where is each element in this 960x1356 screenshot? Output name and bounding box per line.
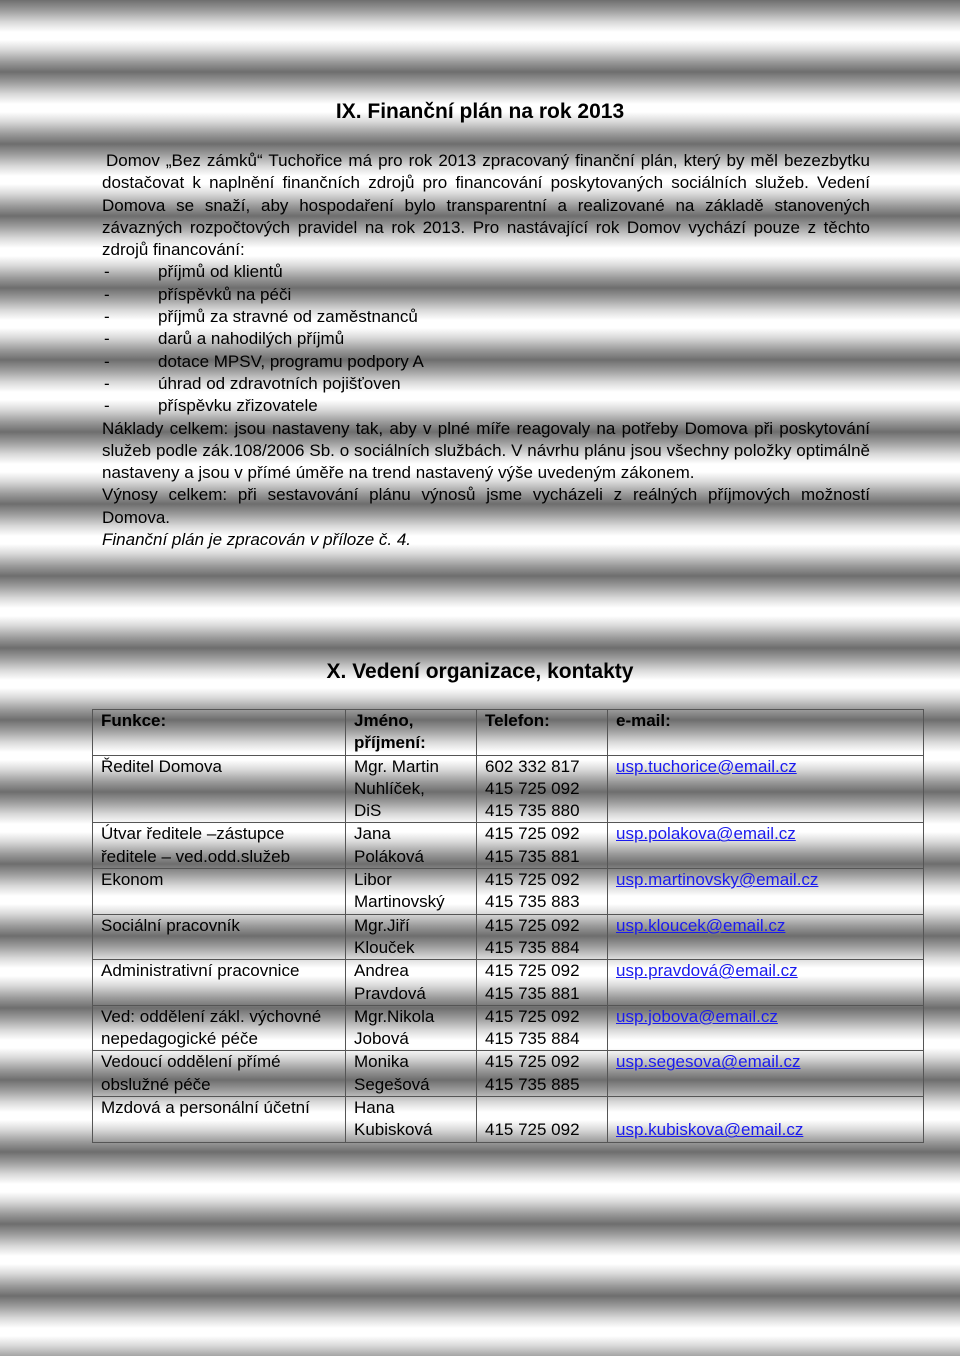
- name-cell: [346, 914, 477, 960]
- name-cell: [346, 869, 477, 915]
- funding-sources-list: [102, 261, 870, 417]
- name-line: DiS: [354, 801, 382, 821]
- list-item: - dotace MPSV, programu podpory A: [102, 351, 870, 373]
- role-cell: Ekonom: [93, 869, 346, 915]
- phone-line: 415 735 884: [485, 1029, 580, 1049]
- phone-line: 415 725 092: [485, 961, 580, 981]
- phone-cell: [477, 1051, 608, 1097]
- name-line: Libor: [354, 870, 392, 890]
- name-line: Poláková: [354, 846, 424, 866]
- name-line: Kubisková: [354, 1120, 433, 1140]
- name-line: Mgr.Jiří: [354, 915, 410, 935]
- table-row: [93, 869, 924, 915]
- email-link[interactable]: usp.tuchorice@email.cz: [608, 755, 924, 823]
- plan-note: Finanční plán je zpracován v příloze č. 4.: [102, 530, 411, 550]
- email-link[interactable]: usp.jobova@email.cz: [608, 1005, 924, 1051]
- phone-cell: [477, 914, 608, 960]
- list-item: - darů a nahodilých příjmů: [102, 328, 870, 350]
- name-line: Mgr.Nikola: [354, 1006, 435, 1026]
- name-line: Klouček: [354, 937, 415, 957]
- email-link[interactable]: usp.pravdová@email.cz: [608, 960, 924, 1006]
- role-cell: Mzdová a personální účetní: [93, 1097, 346, 1143]
- phone-cell: [477, 1097, 608, 1143]
- list-item: - příspěvku zřizovatele: [102, 395, 870, 417]
- phone-line: 415 725 092: [485, 915, 580, 935]
- role-cell: Ředitel Domova: [93, 755, 346, 823]
- section-title-contacts: X. Vedení organizace, kontakty: [326, 660, 634, 683]
- name-line: Segešová: [354, 1074, 430, 1094]
- table-row: [93, 1005, 924, 1051]
- header-name: Jméno, příjmení:: [346, 710, 477, 756]
- role-cell: Administrativní pracovnice: [93, 960, 346, 1006]
- phone-line: 415 735 883: [485, 892, 580, 912]
- intro-paragraph: Domov „Bez zámků“ Tuchořice má pro rok 2013 zpracovaný finanční plán, který by měl bezezbytku dostačovat k naplnění finančních zdrojů pro financování poskytovaných sociálních služeb. Vedení Domova se snaží, aby hospodaření bylo transparentní a realizované na základě stanovených závazných rozpočtových pravidel na rok 2013. Pro nastávající rok Domov vychází pouze z těchto zdrojů financování:: [102, 151, 870, 260]
- table-row: [93, 1051, 924, 1097]
- name-line: Jana: [354, 824, 391, 844]
- phone-cell: [477, 869, 608, 915]
- name-line: Hana: [354, 1098, 395, 1118]
- role-cell: Ved: oddělení zákl. výchovné nepedagogické péče: [93, 1005, 346, 1051]
- table-row: [93, 914, 924, 960]
- role-cell: Sociální pracovník: [93, 914, 346, 960]
- list-item: - příjmů za stravné od zaměstnanců: [102, 306, 870, 328]
- name-cell: [346, 755, 477, 823]
- phone-line: 415 735 880: [485, 801, 580, 821]
- phone-line: 602 332 817: [485, 756, 580, 776]
- role-cell: Útvar ředitele –zástupce ředitele – ved.odd.služeb: [93, 823, 346, 869]
- phone-cell: [477, 1005, 608, 1051]
- phone-line: 415 735 881: [485, 846, 580, 866]
- phone-line: 415 735 885: [485, 1074, 580, 1094]
- table-row: [93, 823, 924, 869]
- phone-cell: [477, 755, 608, 823]
- table-row: [93, 960, 924, 1006]
- email-link[interactable]: usp.kloucek@email.cz: [608, 914, 924, 960]
- name-cell: [346, 1051, 477, 1097]
- section-title-financial-plan: IX. Finanční plán na rok 2013: [335, 100, 625, 123]
- name-line: Nuhlíček,: [354, 778, 425, 798]
- name-line: Andrea: [354, 961, 409, 981]
- header-email: e-mail:: [608, 710, 924, 756]
- name-line: Jobová: [354, 1029, 409, 1049]
- list-item: - příjmů od klientů: [102, 261, 870, 283]
- name-line: Monika: [354, 1052, 409, 1072]
- phone-line: 415 735 884: [485, 937, 580, 957]
- table-row: [93, 1097, 924, 1143]
- phone-line: 415 725 092: [485, 870, 580, 890]
- revenues-paragraph: Výnosy celkem: při sestavování plánu výnosů jsme vycházeli z reálných příjmových možností Domova.: [102, 485, 870, 527]
- name-cell: [346, 823, 477, 869]
- phone-line: 415 725 092: [485, 778, 580, 798]
- email-link[interactable]: usp.polakova@email.cz: [608, 823, 924, 869]
- phone-line: 415 725 092: [485, 1052, 580, 1072]
- name-line: Mgr. Martin: [354, 756, 440, 776]
- phone-line: 415 735 881: [485, 983, 580, 1003]
- phone-line: 415 725 092: [485, 1006, 580, 1026]
- role-cell: Vedoucí oddělení přímé obslužné péče: [93, 1051, 346, 1097]
- phone-cell: [477, 960, 608, 1006]
- table-row: [93, 755, 924, 823]
- table-header-row: [93, 710, 924, 756]
- financial-plan-body: [102, 150, 870, 551]
- email-link[interactable]: usp.martinovsky@email.cz: [608, 869, 924, 915]
- list-item: - úhrad od zdravotních pojišťoven: [102, 373, 870, 395]
- name-cell: [346, 1005, 477, 1051]
- email-link[interactable]: usp.segesova@email.cz: [608, 1051, 924, 1097]
- phone-line: 415 725 092: [485, 824, 580, 844]
- name-cell: [346, 1097, 477, 1143]
- contacts-table: [92, 709, 924, 1143]
- phone-cell: [477, 823, 608, 869]
- name-cell: [346, 960, 477, 1006]
- phone-line: 415 725 092: [485, 1120, 580, 1140]
- name-line: Pravdová: [354, 983, 426, 1003]
- header-role: Funkce:: [93, 710, 346, 756]
- header-phone: Telefon:: [477, 710, 608, 756]
- email-link[interactable]: usp.kubiskova@email.cz: [608, 1097, 924, 1143]
- costs-paragraph: Náklady celkem: jsou nastaveny tak, aby v plné míře reagovaly na potřeby Domova při poskytování služeb podle zák.108/2006 Sb. o sociálních službách. V návrhu plánu jsou všechny položky optimálně nastaveny a jsou v přímé úměře na trend nastavený výše uvedeným zákonem.: [102, 418, 870, 483]
- name-line: Martinovský: [354, 892, 445, 912]
- list-item: - příspěvků na péči: [102, 284, 870, 306]
